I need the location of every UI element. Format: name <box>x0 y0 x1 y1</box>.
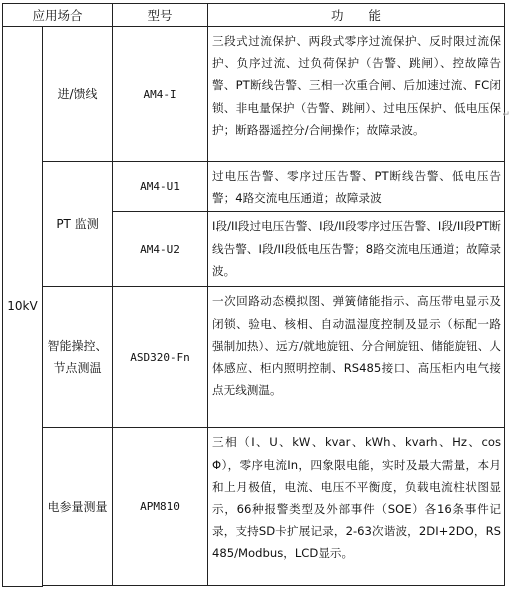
spec-table <box>2 3 505 587</box>
function-cell: I段/II段过电压告警、I段/II段零序过压告警、I段/II段PT断线告警、I段/II段低电压告警；8路交流电压通道；故障录波。 <box>208 212 505 287</box>
model-cell: AM4-U1 <box>113 162 208 212</box>
function-cell: 三段式过流保护、两段式零序过流保护、反时限过流保护、负序过流、过负荷保护（告警、跳闸）、控故障告警、PT断线告警、三相一次重合闸、后加速过流、FC闭锁、非电量保护（告警、跳闸）、过电压保护、低电压保护；断路器遥控分/合闸操作；故障录波。 <box>208 27 505 162</box>
function-cell: 一次回路动态模拟图、弹簧储能指示、高压带电显示及闭锁、验电、核相、自动温湿度控制及显示（标配一路强制加热）、远方/就地旋钮、分合闸旋钮、储能旋钮、人体感应、柜内照明控制、RS485接口、高压柜内电气接点无线测温。 <box>208 287 505 428</box>
scene-cell <box>43 162 113 287</box>
scene-label: 智能操控、节点测温 <box>47 339 108 376</box>
header-row <box>3 4 505 27</box>
scene-cell <box>43 27 113 162</box>
table-row <box>3 162 505 212</box>
scene-cell <box>43 428 113 586</box>
header-scene: 应用场合 <box>3 4 113 27</box>
model-cell: ASD320-Fn <box>113 287 208 428</box>
voltage-cell <box>3 27 43 587</box>
scene-label: PT 监测 <box>56 217 99 232</box>
row-end-marker: ↵ <box>502 110 510 120</box>
scene-cell <box>43 287 113 428</box>
table-row <box>3 287 505 428</box>
header-function: 功 能 <box>208 4 505 27</box>
function-cell: 过电压告警、零序过压告警、PT断线告警、低电压告警；4路交流电压通道；故障录波 <box>208 162 505 212</box>
scene-label: 进/馈线 <box>57 87 98 101</box>
table-row <box>3 27 505 162</box>
function-cell: 三相（I、U、kW、kvar、kWh、kvarh、Hz、cosΦ），零序电流In，四象限电能，实时及最大需量，本月和上月极值，电流、电压不平衡度，负载电流柱状图显示，66种报警类型及外部事件（SOE）各16条事件记录，支持SD卡扩展记录，2-63次谐波，2DI+2DO，RS485/Modbus，LCD显示。 <box>208 428 505 586</box>
model-cell: AM4-I <box>113 27 208 162</box>
scene-label: 电参量测量 <box>47 499 108 514</box>
voltage-label: 10kV <box>7 299 38 314</box>
table-row <box>3 428 505 586</box>
header-model: 型号 <box>113 4 208 27</box>
model-cell: AM4-U2 <box>113 212 208 287</box>
model-cell: APM810 <box>113 428 208 586</box>
